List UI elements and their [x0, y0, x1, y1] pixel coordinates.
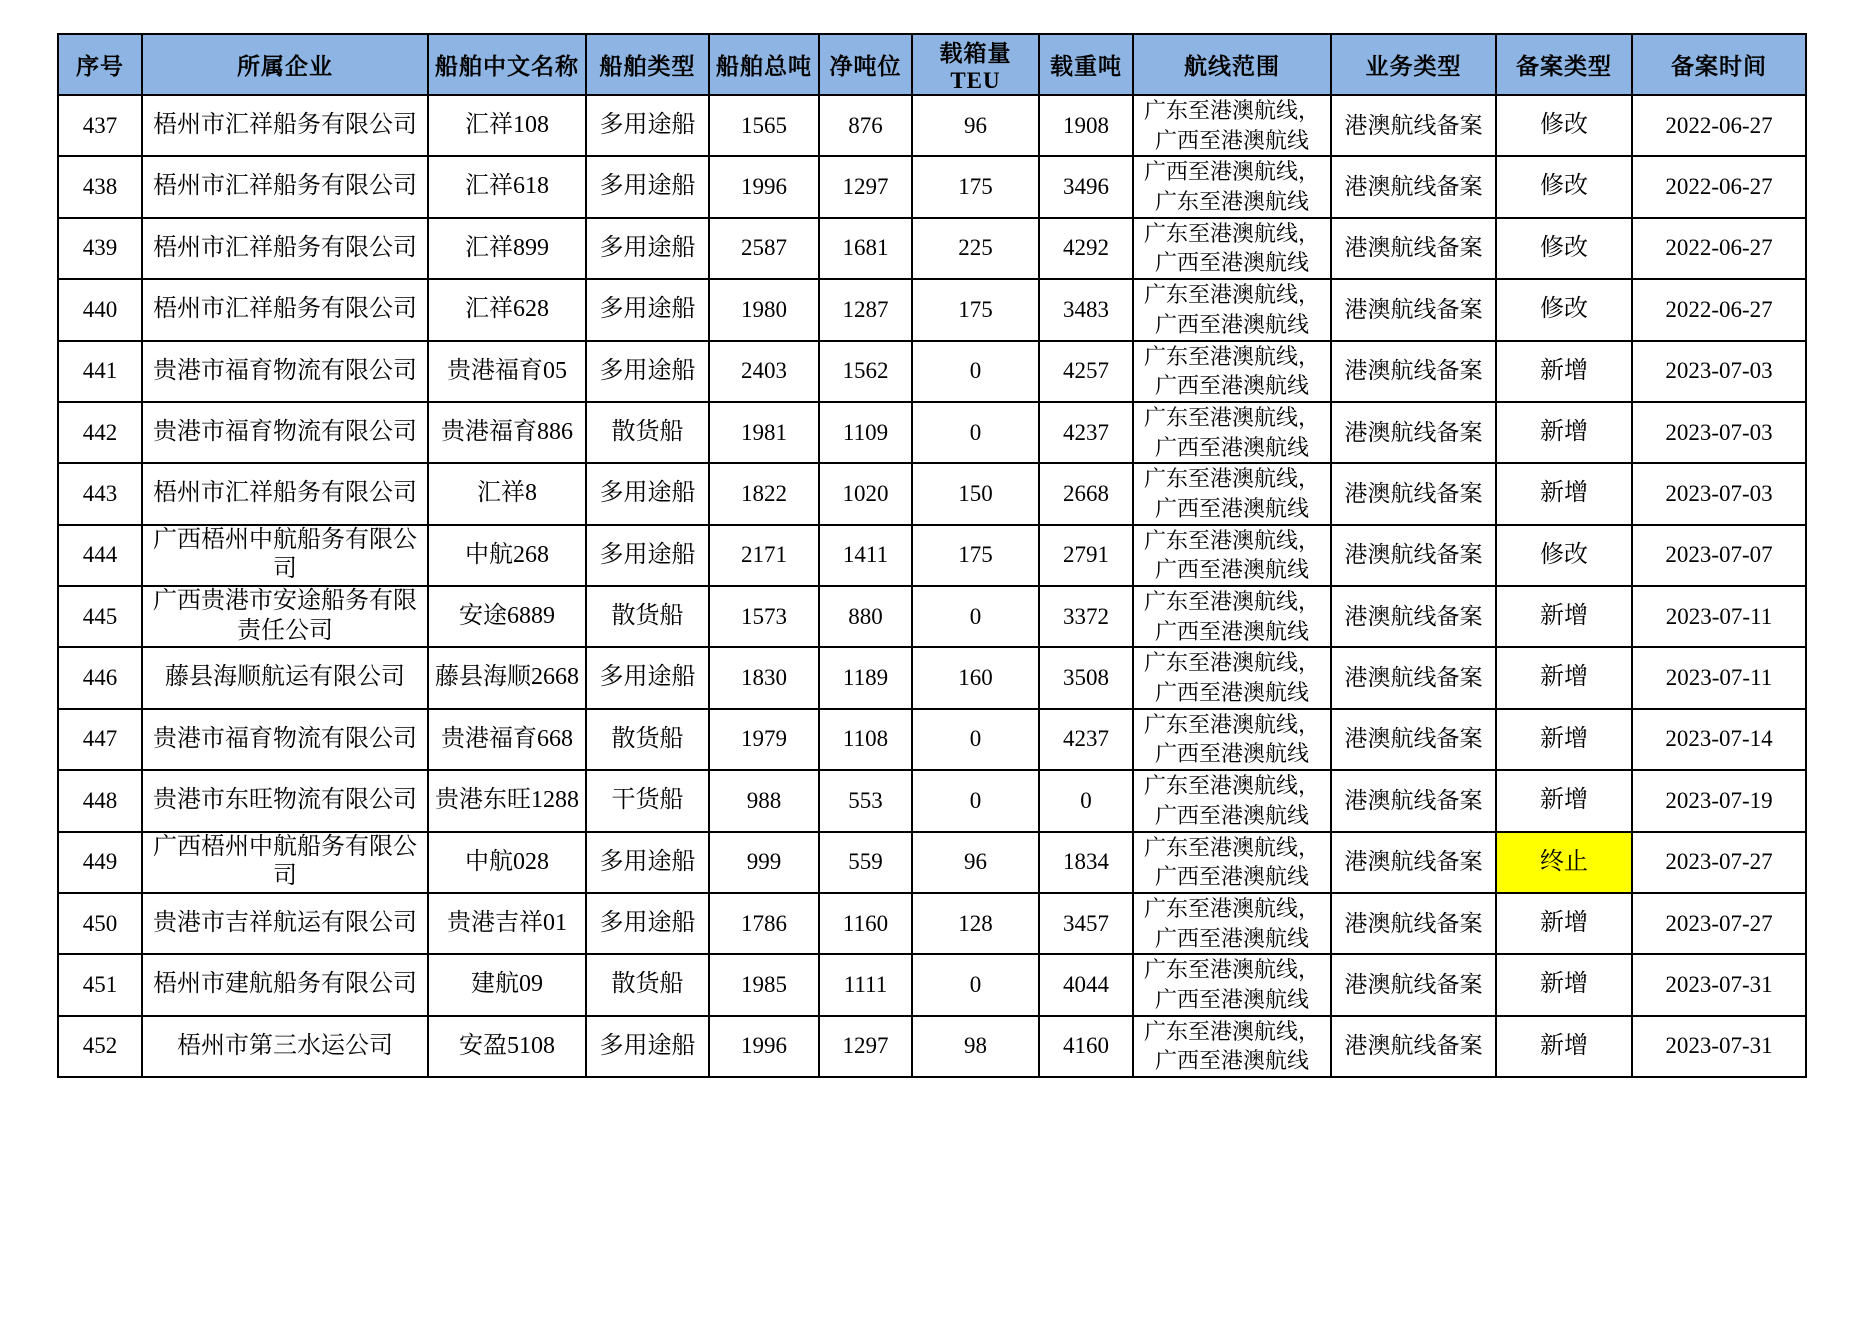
table-body — [58, 95, 1806, 1077]
cell-filing_date: 2022-06-27 — [1632, 156, 1806, 217]
cell-seq: 442 — [58, 402, 142, 463]
cell-seq: 447 — [58, 709, 142, 770]
cell-teu: 128 — [912, 893, 1039, 954]
cell-route: 广东至港澳航线，广西至港澳航线 — [1133, 341, 1331, 402]
cell-net_tonnage: 559 — [819, 832, 912, 893]
header-gross-tonnage: 船舶总吨 — [709, 34, 819, 95]
cell-gross_tonnage: 1786 — [709, 893, 819, 954]
cell-net_tonnage: 1020 — [819, 463, 912, 524]
cell-net_tonnage: 1297 — [819, 1016, 912, 1077]
table-row — [58, 218, 1806, 279]
cell-seq: 445 — [58, 586, 142, 647]
cell-net_tonnage: 1287 — [819, 279, 912, 340]
cell-deadweight: 4292 — [1039, 218, 1133, 279]
cell-filing_type: 新增 — [1496, 402, 1632, 463]
cell-route: 广东至港澳航线，广西至港澳航线 — [1133, 525, 1331, 586]
table-row — [58, 893, 1806, 954]
cell-filing_type: 新增 — [1496, 954, 1632, 1015]
cell-filing_date: 2023-07-03 — [1632, 341, 1806, 402]
cell-filing_date: 2023-07-31 — [1632, 954, 1806, 1015]
cell-ship_name: 贵港东旺1288 — [428, 770, 586, 831]
cell-route: 广东至港澳航线，广西至港澳航线 — [1133, 709, 1331, 770]
cell-net_tonnage: 880 — [819, 586, 912, 647]
cell-route: 广东至港澳航线，广西至港澳航线 — [1133, 279, 1331, 340]
header-business-type: 业务类型 — [1331, 34, 1496, 95]
cell-deadweight: 2668 — [1039, 463, 1133, 524]
cell-ship_type: 多用途船 — [586, 218, 709, 279]
cell-deadweight: 3508 — [1039, 647, 1133, 708]
cell-gross_tonnage: 1981 — [709, 402, 819, 463]
table-row — [58, 647, 1806, 708]
cell-filing_date: 2023-07-03 — [1632, 402, 1806, 463]
cell-seq: 437 — [58, 95, 142, 156]
cell-filing_type: 新增 — [1496, 463, 1632, 524]
header-filing-date: 备案时间 — [1632, 34, 1806, 95]
cell-net_tonnage: 1681 — [819, 218, 912, 279]
cell-filing_type: 修改 — [1496, 156, 1632, 217]
header-company: 所属企业 — [142, 34, 428, 95]
cell-company: 贵港市东旺物流有限公司 — [142, 770, 428, 831]
cell-filing_type: 新增 — [1496, 770, 1632, 831]
cell-company: 贵港市福育物流有限公司 — [142, 341, 428, 402]
cell-seq: 452 — [58, 1016, 142, 1077]
header-teu: 载箱量TEU — [912, 34, 1039, 95]
cell-ship_type: 多用途船 — [586, 1016, 709, 1077]
cell-seq: 450 — [58, 893, 142, 954]
cell-teu: 0 — [912, 709, 1039, 770]
header-row — [58, 34, 1806, 95]
cell-ship_name: 藤县海顺2668 — [428, 647, 586, 708]
cell-company: 梧州市汇祥船务有限公司 — [142, 279, 428, 340]
cell-filing_date: 2023-07-27 — [1632, 832, 1806, 893]
cell-teu: 0 — [912, 954, 1039, 1015]
header-ship-name: 船舶中文名称 — [428, 34, 586, 95]
cell-deadweight: 3483 — [1039, 279, 1133, 340]
cell-net_tonnage: 1108 — [819, 709, 912, 770]
cell-business_type: 港澳航线备案 — [1331, 95, 1496, 156]
cell-filing_type: 修改 — [1496, 525, 1632, 586]
cell-company: 藤县海顺航运有限公司 — [142, 647, 428, 708]
table-row — [58, 525, 1806, 586]
cell-ship_name: 中航268 — [428, 525, 586, 586]
cell-deadweight: 4237 — [1039, 709, 1133, 770]
cell-net_tonnage: 1189 — [819, 647, 912, 708]
cell-gross_tonnage: 999 — [709, 832, 819, 893]
cell-ship_name: 建航09 — [428, 954, 586, 1015]
header-route: 航线范围 — [1133, 34, 1331, 95]
header-ship-type: 船舶类型 — [586, 34, 709, 95]
cell-deadweight: 4160 — [1039, 1016, 1133, 1077]
cell-route: 广东至港澳航线，广西至港澳航线 — [1133, 647, 1331, 708]
cell-filing_date: 2022-06-27 — [1632, 279, 1806, 340]
cell-filing_date: 2023-07-14 — [1632, 709, 1806, 770]
cell-deadweight: 4257 — [1039, 341, 1133, 402]
cell-gross_tonnage: 1985 — [709, 954, 819, 1015]
cell-ship_name: 汇祥899 — [428, 218, 586, 279]
vessel-filing-table — [57, 33, 1807, 1078]
cell-business_type: 港澳航线备案 — [1331, 1016, 1496, 1077]
cell-gross_tonnage: 2587 — [709, 218, 819, 279]
cell-gross_tonnage: 1573 — [709, 586, 819, 647]
cell-ship_type: 散货船 — [586, 402, 709, 463]
cell-seq: 440 — [58, 279, 142, 340]
cell-net_tonnage: 876 — [819, 95, 912, 156]
cell-route: 广东至港澳航线，广西至港澳航线 — [1133, 832, 1331, 893]
cell-filing_date: 2023-07-07 — [1632, 525, 1806, 586]
table-row — [58, 709, 1806, 770]
cell-route: 广西至港澳航线，广东至港澳航线 — [1133, 156, 1331, 217]
cell-business_type: 港澳航线备案 — [1331, 279, 1496, 340]
cell-gross_tonnage: 1565 — [709, 95, 819, 156]
cell-ship_type: 多用途船 — [586, 525, 709, 586]
cell-route: 广东至港澳航线，广西至港澳航线 — [1133, 954, 1331, 1015]
cell-filing_type: 新增 — [1496, 647, 1632, 708]
cell-company: 广西贵港市安途船务有限责任公司 — [142, 586, 428, 647]
cell-filing_type: 修改 — [1496, 95, 1632, 156]
cell-ship_name: 安盈5108 — [428, 1016, 586, 1077]
cell-ship_name: 中航028 — [428, 832, 586, 893]
table-header — [58, 34, 1806, 95]
cell-ship_type: 多用途船 — [586, 279, 709, 340]
cell-filing_type: 修改 — [1496, 279, 1632, 340]
cell-seq: 443 — [58, 463, 142, 524]
cell-company: 梧州市汇祥船务有限公司 — [142, 95, 428, 156]
cell-gross_tonnage: 1996 — [709, 1016, 819, 1077]
cell-teu: 0 — [912, 402, 1039, 463]
cell-filing_date: 2023-07-31 — [1632, 1016, 1806, 1077]
cell-seq: 451 — [58, 954, 142, 1015]
cell-gross_tonnage: 1980 — [709, 279, 819, 340]
cell-business_type: 港澳航线备案 — [1331, 770, 1496, 831]
cell-route: 广东至港澳航线，广西至港澳航线 — [1133, 770, 1331, 831]
cell-deadweight: 1908 — [1039, 95, 1133, 156]
cell-ship_name: 贵港福育05 — [428, 341, 586, 402]
cell-gross_tonnage: 1830 — [709, 647, 819, 708]
cell-filing_type: 新增 — [1496, 893, 1632, 954]
cell-net_tonnage: 1109 — [819, 402, 912, 463]
header-deadweight: 载重吨 — [1039, 34, 1133, 95]
cell-business_type: 港澳航线备案 — [1331, 893, 1496, 954]
cell-route: 广东至港澳航线，广西至港澳航线 — [1133, 95, 1331, 156]
cell-teu: 98 — [912, 1016, 1039, 1077]
cell-ship_type: 多用途船 — [586, 832, 709, 893]
cell-gross_tonnage: 988 — [709, 770, 819, 831]
cell-business_type: 港澳航线备案 — [1331, 402, 1496, 463]
cell-filing_date: 2023-07-11 — [1632, 586, 1806, 647]
cell-filing_date: 2023-07-11 — [1632, 647, 1806, 708]
cell-ship_name: 汇祥618 — [428, 156, 586, 217]
cell-company: 梧州市第三水运公司 — [142, 1016, 428, 1077]
table-row — [58, 954, 1806, 1015]
cell-business_type: 港澳航线备案 — [1331, 647, 1496, 708]
cell-business_type: 港澳航线备案 — [1331, 586, 1496, 647]
cell-filing_date: 2023-07-03 — [1632, 463, 1806, 524]
cell-teu: 0 — [912, 586, 1039, 647]
header-filing-type: 备案类型 — [1496, 34, 1632, 95]
cell-filing_type: 新增 — [1496, 341, 1632, 402]
cell-gross_tonnage: 2171 — [709, 525, 819, 586]
cell-route: 广东至港澳航线，广西至港澳航线 — [1133, 1016, 1331, 1077]
table-row — [58, 770, 1806, 831]
cell-deadweight: 4237 — [1039, 402, 1133, 463]
table-row — [58, 463, 1806, 524]
cell-teu: 175 — [912, 279, 1039, 340]
cell-seq: 444 — [58, 525, 142, 586]
cell-business_type: 港澳航线备案 — [1331, 341, 1496, 402]
cell-filing_type: 新增 — [1496, 709, 1632, 770]
cell-business_type: 港澳航线备案 — [1331, 525, 1496, 586]
cell-deadweight: 0 — [1039, 770, 1133, 831]
cell-ship_name: 贵港吉祥01 — [428, 893, 586, 954]
cell-filing_date: 2023-07-27 — [1632, 893, 1806, 954]
cell-deadweight: 3496 — [1039, 156, 1133, 217]
cell-gross_tonnage: 1996 — [709, 156, 819, 217]
header-seq: 序号 — [58, 34, 142, 95]
cell-teu: 150 — [912, 463, 1039, 524]
cell-ship_type: 多用途船 — [586, 341, 709, 402]
cell-filing_type: 新增 — [1496, 586, 1632, 647]
cell-company: 梧州市建航船务有限公司 — [142, 954, 428, 1015]
cell-filing_type: 新增 — [1496, 1016, 1632, 1077]
cell-teu: 175 — [912, 525, 1039, 586]
cell-business_type: 港澳航线备案 — [1331, 954, 1496, 1015]
header-net-tonnage: 净吨位 — [819, 34, 912, 95]
table-row — [58, 95, 1806, 156]
cell-filing_type: 修改 — [1496, 218, 1632, 279]
cell-ship_type: 多用途船 — [586, 463, 709, 524]
cell-teu: 225 — [912, 218, 1039, 279]
cell-company: 梧州市汇祥船务有限公司 — [142, 463, 428, 524]
cell-business_type: 港澳航线备案 — [1331, 218, 1496, 279]
cell-teu: 175 — [912, 156, 1039, 217]
cell-gross_tonnage: 2403 — [709, 341, 819, 402]
cell-teu: 96 — [912, 832, 1039, 893]
cell-teu: 0 — [912, 341, 1039, 402]
cell-seq: 446 — [58, 647, 142, 708]
cell-net_tonnage: 553 — [819, 770, 912, 831]
cell-ship_name: 汇祥8 — [428, 463, 586, 524]
cell-ship_type: 散货船 — [586, 709, 709, 770]
table-row — [58, 586, 1806, 647]
cell-filing_date: 2023-07-19 — [1632, 770, 1806, 831]
cell-net_tonnage: 1411 — [819, 525, 912, 586]
cell-net_tonnage: 1160 — [819, 893, 912, 954]
cell-ship_name: 贵港福育668 — [428, 709, 586, 770]
cell-company: 梧州市汇祥船务有限公司 — [142, 218, 428, 279]
cell-ship_type: 散货船 — [586, 954, 709, 1015]
cell-ship_name: 贵港福育886 — [428, 402, 586, 463]
table-row — [58, 156, 1806, 217]
cell-route: 广东至港澳航线，广西至港澳航线 — [1133, 218, 1331, 279]
cell-ship_name: 汇祥108 — [428, 95, 586, 156]
cell-business_type: 港澳航线备案 — [1331, 463, 1496, 524]
cell-business_type: 港澳航线备案 — [1331, 709, 1496, 770]
cell-business_type: 港澳航线备案 — [1331, 832, 1496, 893]
cell-ship_name: 安途6889 — [428, 586, 586, 647]
cell-deadweight: 4044 — [1039, 954, 1133, 1015]
table-row — [58, 341, 1806, 402]
cell-ship_type: 多用途船 — [586, 893, 709, 954]
cell-seq: 441 — [58, 341, 142, 402]
cell-filing_date: 2022-06-27 — [1632, 95, 1806, 156]
cell-teu: 160 — [912, 647, 1039, 708]
cell-gross_tonnage: 1822 — [709, 463, 819, 524]
cell-gross_tonnage: 1979 — [709, 709, 819, 770]
cell-seq: 438 — [58, 156, 142, 217]
cell-ship_type: 散货船 — [586, 586, 709, 647]
cell-ship_name: 汇祥628 — [428, 279, 586, 340]
cell-deadweight: 2791 — [1039, 525, 1133, 586]
table-row — [58, 832, 1806, 893]
cell-company: 梧州市汇祥船务有限公司 — [142, 156, 428, 217]
cell-route: 广东至港澳航线，广西至港澳航线 — [1133, 402, 1331, 463]
cell-filing_type-highlighted: 终止 — [1496, 832, 1632, 893]
cell-teu: 0 — [912, 770, 1039, 831]
cell-business_type: 港澳航线备案 — [1331, 156, 1496, 217]
cell-company: 贵港市福育物流有限公司 — [142, 402, 428, 463]
cell-deadweight: 1834 — [1039, 832, 1133, 893]
cell-route: 广东至港澳航线，广西至港澳航线 — [1133, 586, 1331, 647]
cell-seq: 449 — [58, 832, 142, 893]
cell-company: 贵港市吉祥航运有限公司 — [142, 893, 428, 954]
table-row — [58, 1016, 1806, 1077]
table-row — [58, 402, 1806, 463]
table-row — [58, 279, 1806, 340]
cell-company: 广西梧州中航船务有限公司 — [142, 832, 428, 893]
cell-ship_type: 多用途船 — [586, 95, 709, 156]
cell-net_tonnage: 1562 — [819, 341, 912, 402]
cell-ship_type: 多用途船 — [586, 647, 709, 708]
cell-route: 广东至港澳航线，广西至港澳航线 — [1133, 893, 1331, 954]
cell-deadweight: 3457 — [1039, 893, 1133, 954]
cell-ship_type: 干货船 — [586, 770, 709, 831]
cell-company: 贵港市福育物流有限公司 — [142, 709, 428, 770]
cell-net_tonnage: 1111 — [819, 954, 912, 1015]
cell-filing_date: 2022-06-27 — [1632, 218, 1806, 279]
cell-seq: 439 — [58, 218, 142, 279]
cell-ship_type: 多用途船 — [586, 156, 709, 217]
cell-company: 广西梧州中航船务有限公司 — [142, 525, 428, 586]
cell-teu: 96 — [912, 95, 1039, 156]
cell-route: 广东至港澳航线，广西至港澳航线 — [1133, 463, 1331, 524]
cell-seq: 448 — [58, 770, 142, 831]
cell-deadweight: 3372 — [1039, 586, 1133, 647]
cell-net_tonnage: 1297 — [819, 156, 912, 217]
